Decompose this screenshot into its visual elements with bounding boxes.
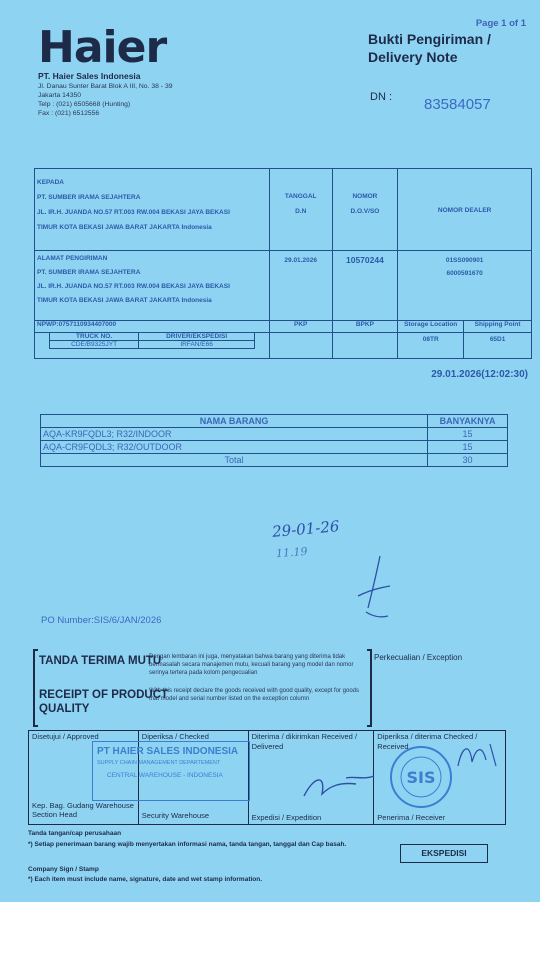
total-label: Total [41, 454, 428, 467]
nomor-header [332, 169, 398, 251]
items-table [40, 414, 508, 467]
shipping-row [35, 251, 532, 321]
stamp-line-1: PT HAIER SALES INDONESIA [97, 746, 239, 757]
fax-line: Fax : (021) 6512556 [38, 110, 100, 117]
truck-row [35, 333, 532, 359]
consignee-address-2: TIMUR KOTA BEKASI JAWA BARAT JAKARTA Indonesia [37, 224, 212, 231]
handwritten-date: 29-01-26 [271, 517, 341, 541]
dn-label: DN : [370, 91, 392, 103]
footer-note-en: *) Each item must include name, signature, date and wet stamp information. [28, 876, 263, 883]
stamp-line-3: CENTRAL WAREHOUSE - INDONESIA [107, 772, 223, 779]
shipping-point-header: Shipping Point [464, 321, 532, 333]
stamp-line-2: SUPPLY CHAIN MANAGEMENT DEPARTEMENT [97, 760, 221, 766]
company-sign-id: Tanda tangan/cap perusahaan [28, 830, 122, 837]
col-nama-barang: NAMA BARANG [41, 415, 428, 428]
dealer-number-2: 6000591670 [446, 270, 483, 277]
consignee-address-1: JL. IR.H. JUANDA NO.57 RT.003 RW.004 BEKASI JAYA BEKASI [37, 209, 230, 216]
table-row [41, 428, 508, 441]
truck-number: CDE/B9325JYT [50, 341, 139, 349]
address-line: Jl. Danau Sunter Barat Blok A III, No. 38 - 39 [38, 83, 173, 90]
expedition-signature [300, 766, 380, 806]
receiver-signature [452, 736, 502, 776]
shipping-name: PT. SUMBER IRAMA SEJAHTERA [37, 269, 141, 276]
receipt-title-id: TANDA TERIMA MUTU [39, 655, 162, 667]
item-name: AQA-CR9FQDL3; R32/OUTDOOR [41, 441, 428, 454]
shipping-cell [35, 251, 270, 321]
tanggal-label: TANGGAL [284, 193, 317, 200]
po-number: PO Number:SIS/6/JAN/2026 [41, 615, 162, 626]
item-qty: 15 [428, 428, 508, 441]
left-bracket [33, 649, 38, 727]
items-header [41, 415, 508, 428]
handwritten-signature [350, 552, 400, 632]
truck-driver-cell [35, 333, 270, 359]
consignee-row [35, 169, 532, 251]
consignee-name: PT. SUMBER IRAMA SEJAHTERA [37, 194, 141, 201]
total-row [41, 454, 508, 467]
shipping-label: ALAMAT PENGIRIMAN [37, 255, 108, 262]
tanggal-sub: D.N [295, 208, 307, 215]
title-line-2: Delivery Note [368, 49, 458, 65]
kepada-label: KEPADA [37, 179, 64, 186]
date-cell [269, 251, 332, 321]
phone-line: Telp : (021) 6505668 (Hunting) [38, 101, 131, 108]
shipping-point-value: 65D1 [489, 336, 506, 343]
truck-label: TRUCK NO. [50, 333, 139, 341]
company-name: PT. Haier Sales Indonesia [38, 71, 141, 81]
haier-logo: Haier [38, 22, 167, 73]
received-label: Diterima / dikirimkan Received / Delivered [251, 732, 358, 751]
checked-received-label: Diperiksa / diterima Checked / Received [377, 732, 478, 751]
dn-number: 83584057 [424, 96, 491, 113]
company-sign-en: Company Sign / Stamp [28, 866, 99, 873]
ekspedisi-box: EKSPEDISI [400, 844, 488, 863]
bpkp-value [332, 333, 398, 359]
shipping-address-2: TIMUR KOTA BEKASI JAWA BARAT JAKARTA Indonesia [37, 297, 212, 304]
receipt-text-en: With this receipt declare the goods received with good quality, except for goods that model and serial number listed on the exception column [149, 688, 360, 702]
page-number: Page 1 of 1 [475, 18, 526, 29]
driver-label: DRIVER/EKSPEDISI [139, 333, 255, 341]
print-timestamp: 29.01.2026(12:02:30) [431, 369, 528, 380]
receipt-title-en-1: RECEIPT OF PRODUCT [39, 689, 169, 701]
company-address [38, 82, 173, 118]
dealer-cell [398, 251, 532, 321]
checked-label: Diperiksa / Checked [141, 732, 209, 741]
company-round-stamp [386, 742, 456, 812]
warehouse-head-label: Kep. Bag. Gudang Warehouse Section Head [32, 801, 134, 819]
item-name: AQA-KR9FQDL3; R32/INDOOR [41, 428, 428, 441]
col-banyaknya: BANYAKNYA [428, 415, 508, 428]
footer-note-id: *) Setiap penerimaan barang wajib menyertakan informasi nama, tanda tangan, tanggal dan Cap basah. [28, 841, 347, 848]
round-stamp-text: SIS [406, 768, 436, 787]
pkp-cell: PKP [269, 321, 332, 333]
so-number: 10570244 [345, 255, 384, 265]
dealer-header [398, 169, 532, 251]
consignee-cell [35, 169, 270, 251]
receipt-text-id: Dengan lembaran ini juga, menyatakan bahwa barang yang diterima tidak bermasalah secara manajemen mutu, kecuali barang yang model dan nomor serinya tertera pada kolom pengecualian [149, 654, 354, 676]
nomor-label: NOMOR [352, 193, 378, 200]
title-line-1: Bukti Pengiriman / [368, 31, 491, 47]
dealer-label: NOMOR DEALER [437, 207, 492, 214]
driver-name: IRFAN/E66 [139, 341, 255, 349]
security-label: Security Warehouse [141, 811, 210, 820]
exception-label: Perkecualian / Exception [374, 653, 463, 662]
dn-date: 29.01.2026 [284, 257, 317, 264]
npwp-cell: NPWP:0757110934407000 [35, 321, 270, 333]
bpkp-cell: BPKP [332, 321, 398, 333]
address-line: Jakarta 14350 [38, 92, 82, 99]
tanggal-header [269, 169, 332, 251]
approved-label: Disetujui / Approved [32, 732, 99, 741]
warehouse-stamp [92, 741, 250, 801]
dealer-number-1: 01SS090901 [445, 257, 484, 264]
nomor-sub: D.O.V/SO [350, 208, 380, 215]
so-cell [332, 251, 398, 321]
shipping-point-cell [464, 333, 532, 359]
tax-row [35, 321, 532, 333]
storage-location-value: 08TR [422, 336, 439, 343]
expedition-label: Expedisi / Expedition [251, 813, 322, 822]
storage-location-header: Storage Location [398, 321, 464, 333]
info-table [34, 168, 532, 359]
receipt-title-en-2: QUALITY [39, 703, 90, 715]
storage-location-cell [398, 333, 464, 359]
handwritten-time: 11.19 [275, 544, 308, 561]
exception-box [371, 649, 495, 723]
item-qty: 15 [428, 441, 508, 454]
pkp-value [269, 333, 332, 359]
document-title [368, 30, 491, 66]
shipping-address-1: JL. IR.H. JUANDA NO.57 RT.003 RW.004 BEKASI JAYA BEKASI [37, 283, 230, 290]
table-row [41, 441, 508, 454]
receipt-block [33, 649, 495, 723]
total-value: 30 [428, 454, 508, 467]
truck-subtable [49, 333, 255, 349]
receiver-label: Penerima / Receiver [377, 813, 446, 822]
